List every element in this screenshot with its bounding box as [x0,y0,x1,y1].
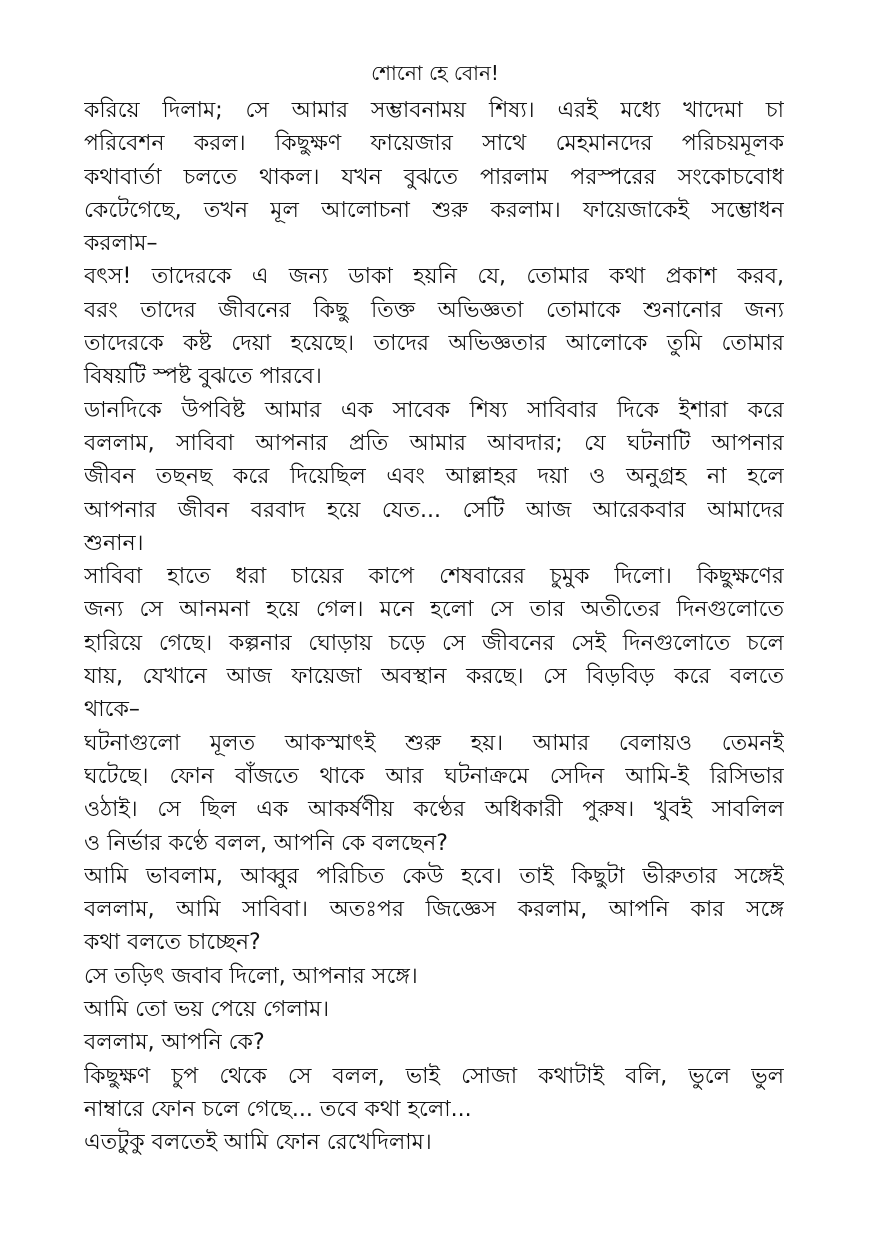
text-line: সে তড়িৎ জবাব দিলো, আপনার সঙ্গে। [84,963,418,989]
text-line: থাকে– [84,697,140,723]
text-line: করলাম– [84,231,158,257]
text-line: ওঠাই। সে ছিল এক আকর্ষণীয় কণ্ঠের অধিকারী পুরুষ। খুবই সাবলিল [84,797,784,823]
text-line: আপনার জীবন বরবাদ হয়ে যেত... সেটি আজ আরেকবার আমাদের [84,497,784,523]
text-line: এতটুকু বলতেই আমি ফোন রেখেদিলাম। [84,1130,432,1156]
running-title: শোনো হে বোন! [371,61,499,85]
paragraph [84,1026,784,1059]
text-line: ডানদিকে উপবিষ্ট আমার এক সাবেক শিষ্য সাবিবার দিকে ইশারা করে [84,397,784,423]
text-line: ঘটেছে। ফোন বাঁজতে থাকে আর ঘটনাক্রমে সেদিন আমি-ই রিসিভার [84,763,784,789]
text-line: তাদেরকে কষ্ট দেয়া হয়েছে। তাদের অভিজ্ঞতার আলোকে তুমি তোমার [84,331,784,357]
text-line: হারিয়ে গেছে। কল্পনার ঘোড়ায় চড়ে সে জীবনের সেই দিনগুলোতে চলে [84,630,784,656]
paragraph [84,94,784,260]
text-line: আমি তো ভয় পেয়ে গেলাম। [84,997,330,1023]
text-line: জীবন তছনছ করে দিয়েছিল এবং আল্লাহর দয়া ও অনুগ্রহ না হলে [84,464,784,490]
text-line: বললাম, আমি সাবিবা। অতঃপর জিজ্ঞেস করলাম, আপনি কার সঙ্গে [84,897,784,923]
paragraph [84,560,784,726]
paragraph [84,260,784,393]
text-line: আমি ভাবলাম, আব্বুর পরিচিত কেউ হবে। তাই কিছুটা ভীরুতার সঙ্গেই [84,863,784,889]
paragraph [84,1060,784,1127]
body-text [84,94,784,1160]
text-line: কথা বলতে চাচ্ছেন? [84,930,261,956]
text-line: করিয়ে দিলাম; সে আমার সম্ভাবনাময় শিষ্য। এরই মধ্যে খাদেমা চা [84,98,784,123]
text-line: ও নির্ভার কণ্ঠে বলল, আপনি কে বলছেন? [84,830,448,856]
paragraph [84,993,784,1026]
paragraph [84,960,784,993]
text-line: বরং তাদের জীবনের কিছু তিক্ত অভিজ্ঞতা তোমাকে শুনানোর জন্য [84,297,784,323]
paragraph [84,1126,784,1159]
text-line: কিছুক্ষণ চুপ থেকে সে বলল, ভাই সোজা কথাটাই বলি, ভুলে ভুল [84,1063,784,1089]
paragraph [84,860,784,960]
text-line: যায়, যেখানে আজ ফায়েজা অবস্থান করছে। সে বিড়বিড় করে বলতে [84,664,784,690]
text-line: জন্য সে আনমনা হয়ে গেল। মনে হলো সে তার অতীতের দিনগুলোতে [84,597,784,623]
text-line: বৎস! তাদেরকে এ জন্য ডাকা হয়নি যে, তোমার কথা প্রকাশ করব, [84,264,784,290]
text-line: পরিবেশন করল। কিছুক্ষণ ফায়েজার সাথে মেহমানদের পরিচয়মূলক [84,131,784,157]
text-line: নাম্বারে ফোন চলে গেছে... তবে কথা হলো... [84,1096,472,1122]
paragraph [84,394,784,560]
text-line: বললাম, আপনি কে? [84,1030,265,1056]
text-line: কেটেগেছে, তখন মূল আলোচনা শুরু করলাম। ফায়েজাকেই সম্ভোধন [84,197,784,223]
text-line: বললাম, সাবিবা আপনার প্রতি আমার আবদার; যে ঘটনাটি আপনার [84,430,784,456]
text-line: শুনান। [84,530,144,556]
text-line: বিষয়টি স্পষ্ট বুঝতে পারবে। [84,364,322,390]
text-line: কথাবার্তা চলতে থাকল। যখন বুঝতে পারলাম পরস্পরের সংকোচবোধ [84,164,784,190]
text-line: ঘটনাগুলো মূলত আকস্মাৎই শুরু হয়। আমার বেলায়ও তেমনই [84,730,784,756]
paragraph [84,727,784,860]
text-line: সাবিবা হাতে ধরা চায়ের কাপে শেষবারের চুমুক দিলো। কিছুক্ষণের [84,564,784,590]
